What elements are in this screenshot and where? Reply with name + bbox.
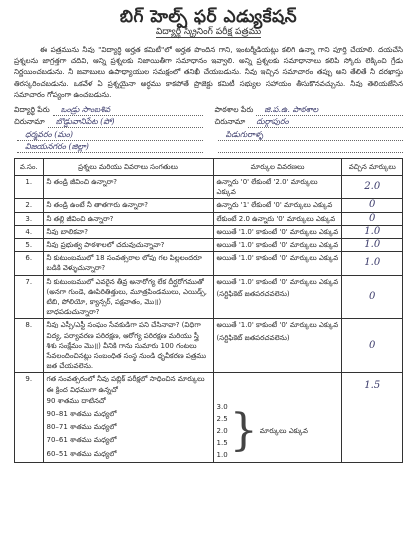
question-text: నీవు ఎస్సీ/ఎస్టీ సంఘం సేవకుడిగా పని చేసినావా? (విధిగా విద్య, పర్యావరణ పరిరక్షణ, ఆరోగ్య పరిరక్షణ మరియు స్త్రీ శిశు సంక్షేమం మొ॥) వీనికి గాను సుమారు 100 గంటలు సేవలందించినట్లు సంబంధిత సంస్థ నుండి ధృవీకరణ పత్రము జత చేయవలెను. [43,319,213,373]
student-address-line-1[interactable] [14,116,203,129]
marks-obtained[interactable]: 0 [342,319,403,373]
field-value: పిడుగురాళ్ళ [218,130,404,141]
question-text: నీ కుటుంబములో ఎవరైన తీవ్ర అనారోగ్య లేక దీర్ఘరోగముతో (అనగా గుండె, ఊపిరితిత్తులు, మూత్రపిండములు, ఎయిడ్స్, టిబి, పోలియో, క్యాన్సర్, పక్షవాతం, మొ॥) బాధపడుచున్నారా? [43,275,213,319]
row-number: 5. [15,239,44,252]
scale-value: 1.5 [216,438,228,447]
table-row [15,319,403,373]
grade-band: 70–61 శాతము మధ్యలో [46,436,117,445]
scale-value: 1.0 [216,450,228,459]
field-label: విద్యార్థి పేరు [14,104,50,114]
student-address-line-3[interactable] [14,141,203,154]
table-row [15,199,403,212]
school-address-line-3[interactable] [215,141,404,154]
table-header-row [15,159,403,176]
row-number: 9. [15,373,44,462]
row-number: 6. [15,252,44,275]
field-value: ధర్మవరం (మం) [17,130,203,141]
form-title: బిగ్ హెల్ప్ ఫర్ ఎడ్యుకేషన్ [119,7,298,27]
school-name-field[interactable] [215,103,404,116]
marks-rule: అయితే '1.0' కాకుంటే '0' మార్కులు ఎక్కువ [213,225,342,238]
marks-rule-text: అయితే '1.0' కాకుంటే '0' మార్కులు ఎక్కువ [216,321,339,330]
question-text [43,373,213,462]
grade-band: 90–81 శాతము మధ్యలో [46,410,117,419]
grade-band: 60–51 శాతము మధ్యలో [46,449,117,458]
school-address-line-2[interactable] [215,128,404,141]
field-value: దుర్గాపురం [248,117,403,128]
table-row [15,176,403,199]
row-number: 4. [15,225,44,238]
question-text: నీవు ప్రభుత్వ పాఠశాలలో చదువుచున్నావా? [43,239,213,252]
curly-brace-icon: } [229,404,258,456]
table-row [15,275,403,319]
field-value: జి.ప.ఉ. పాఠశాల [256,105,403,116]
field-value: ఒండ్రు సాంబశివ [53,105,203,116]
row-number: 8. [15,319,44,373]
field-label: చిరునామా [14,117,45,127]
marks-obtained[interactable]: 1.5 [342,373,403,462]
table-row [15,225,403,238]
marks-obtained[interactable]: 2.0 [342,176,403,199]
field-label: పాఠశాల పేరు [214,104,254,114]
marks-rule: ఉన్నారు '0' లేకుంటే '2.0' మార్కులు ఎక్కువ [213,176,342,199]
field-value: బొడ్డువానిపేట (పో) [48,117,203,128]
marks-obtained[interactable]: 0 [342,212,403,225]
marks-rule: అయితే '1.0' కాకుంటే '0' మార్కులు ఎక్కువ [213,252,342,275]
scale-value: 2.5 [216,414,228,423]
grade-band: 90 శాతము దాటినచో [46,396,106,405]
table-row [15,212,403,225]
marks-obtained[interactable]: 1.0 [342,239,403,252]
screening-questions-table [14,158,403,463]
question-text: నీవు బాలికవా? [43,225,213,238]
scale-values [217,401,228,461]
table-row [15,252,403,275]
form-subtitle-text: విద్యార్థి స్క్రీనింగ్ పరీక్ష పత్రము [155,27,262,37]
question-text: నీ తల్లి జీవించి ఉన్నారా? [43,212,213,225]
marks-rule: లేకుంటే 2.0 ఉన్నారు '0' మార్కులు ఎక్కువ [213,212,342,225]
row-number: 7. [15,275,44,319]
form-subtitle [14,26,403,38]
marks-obtained[interactable]: 0 [342,199,403,212]
student-address-line-2[interactable] [14,128,203,141]
certificate-note: (సర్టిఫికెట్ జతపరచవలెను) [216,289,290,298]
scale-value: 2.0 [216,426,228,435]
column-header-serial: వ.సం. [15,159,44,176]
certificate-note: (సర్టిఫికెట్ జతపరచవలెను) [216,333,290,342]
marks-rule [213,373,342,462]
marks-rule-text: అయితే '1.0' కాకుంటే '0' మార్కులు ఎక్కువ [216,277,339,286]
marks-obtained[interactable]: 1.0 [342,225,403,238]
marks-rule-text: మార్కులు ఎక్కువ [259,426,309,435]
marks-rule [213,319,342,373]
marks-rule: ఉన్నారు '1' లేకుంటే '0' మార్కులు ఎక్కువ [213,199,342,212]
question-text: నీ తండ్రి జీవించి ఉన్నారా? [43,176,213,199]
instructions-paragraph: ఈ పత్రమును నీవు "విద్యార్థి అర్హత కమిటీ"లో అర్హత పొందిన గాని, ఇంటర్మీడియట్లు కలిగి ఉన్నా గాని పూర్తి చేయాలి. దయచేసి ప్రశ్నలను జాగ్రత్తగా చదివి, ఆన్ని ప్రశ్నలకు నిజాయితీగా సమాధానం ఇవ్వాలి. అన్ని ప్రశ్నలకు సమాధానాలు కలిపి స్కోరు లెక్కించి గ్రేడు నిర్ణయించబడును. నీ జవాబులు ఉపాధ్యాయుల సమక్షంలో తనిఖీ చేయబడును. నీవు ఇచ్చిన సమాచారం తప్పు అని తేలితే నీ దరఖాస్తు తిరస్కరించబడును. ఒకవేళ ఏ ప్రశ్నయైనా అర్థము కాకపోతే ప్రొజెక్టు కమిటీ సభ్యుల సహాయం తీసుకొనవచ్చును. నీవు తెలియజేసిన సమాచారం గోప్యంగా ఉంచబడును. [14,45,403,99]
question-intro: గత సంవత్సరంలో నీవు పబ్లిక్ పరీక్షలో సాధించిన మార్కులు ఈ క్రింద విధముగా ఉన్నచో [46,375,205,394]
grade-list [47,395,210,461]
column-header-question: ప్రశ్నలు మరియు వివరాలు సంగతులు [43,159,213,176]
column-header-marks-obtained: వచ్చిన మార్కులు [342,159,403,176]
row-number: 1. [15,176,44,199]
table-row [15,373,403,462]
marks-rule: అయితే '1.0' కాకుంటే '0' మార్కులు ఎక్కువ [213,239,342,252]
marks-rule [213,275,342,319]
column-header-marks-rule: మార్కుల వివరణలు [213,159,342,176]
table-row [15,239,403,252]
school-address-line-1[interactable] [215,116,404,129]
marks-obtained[interactable]: 0 [342,275,403,319]
field-value [218,152,404,153]
question-text: నీ కుటుంబములో 18 సంవత్సరాల లోపు గల పిల్లలందరూ బడికి వెళ్ళుచున్నారా? [43,252,213,275]
row-number: 2. [15,199,44,212]
field-label: చిరునామా [214,117,246,127]
grade-band: 80–71 శాతము మధ్యలో [46,423,117,432]
row-number: 3. [15,212,44,225]
field-value: విజయనగరం (జిల్లా) [17,142,203,153]
student-details [14,103,403,153]
marks-obtained[interactable]: 1.0 [342,252,403,275]
marks-scale [217,401,339,461]
student-name-field[interactable] [14,103,203,116]
question-text: నీ తండ్రి ఉంటే నీ తాతగారు ఉన్నారా? [43,199,213,212]
scale-value: 3.0 [216,402,228,411]
